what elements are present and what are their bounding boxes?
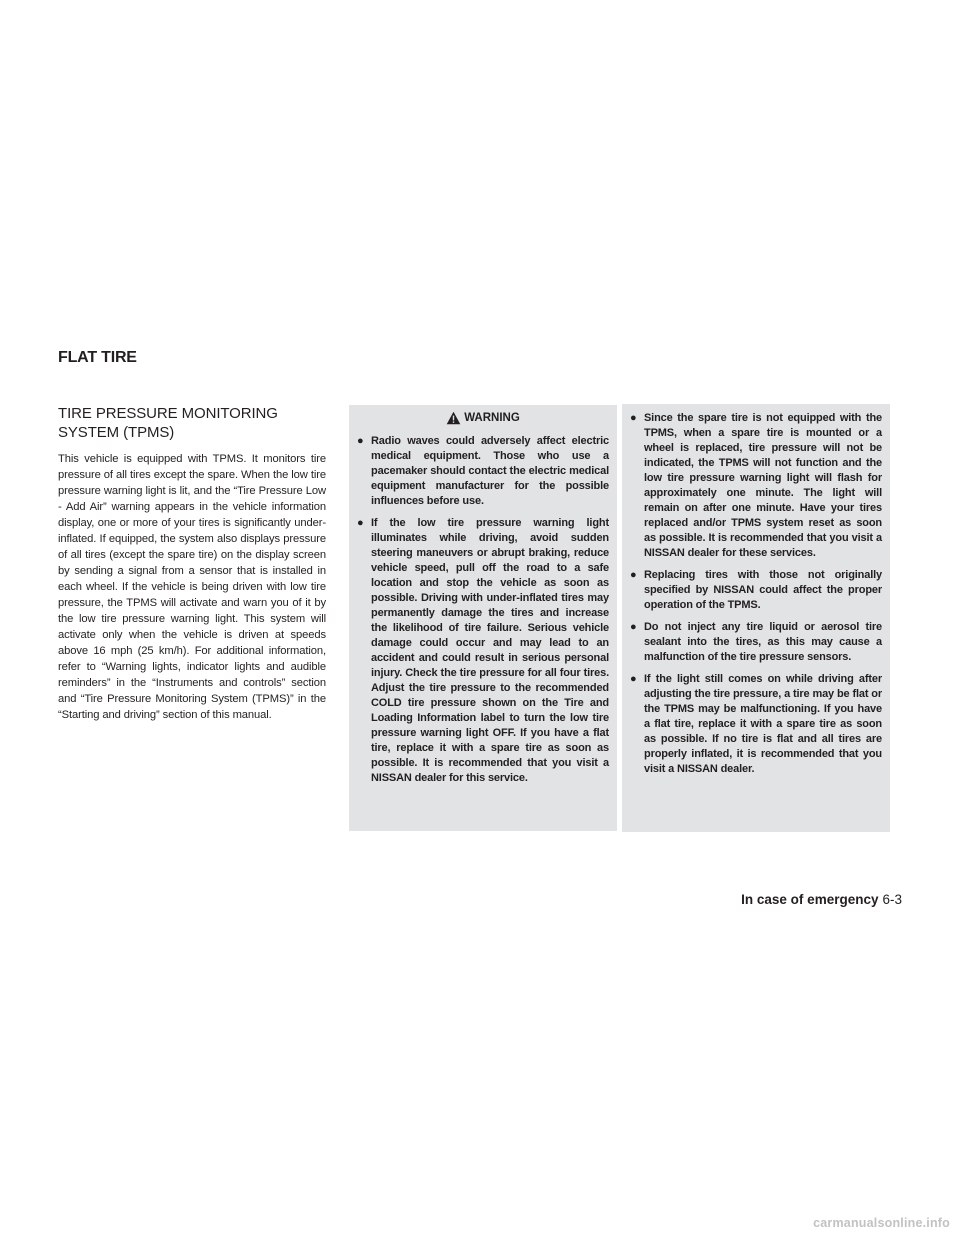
warning-item	[630, 620, 882, 665]
bullet-icon: ●	[630, 569, 637, 581]
bullet-icon: ●	[357, 517, 364, 529]
warning-item-text: If the light still comes on while driving after adjusting the tire pressure, a tire may be flat or the TPMS may be malfunctioning. If you have a flat tire, replace it with a spare tire as soon as possible. If no tire is flat and all tires are properly inflated, it is recommended that you visit a NISSAN dealer.	[644, 673, 882, 775]
warning-list	[349, 429, 617, 786]
warning-header	[349, 405, 617, 429]
footer-chapter: In case of emergency	[741, 892, 879, 907]
bullet-icon: ●	[630, 673, 637, 685]
warning-item	[630, 568, 882, 613]
warning-list-continued	[622, 411, 890, 777]
subheading-line-2: SYSTEM (TPMS)	[58, 424, 175, 441]
warning-title: WARNING	[464, 412, 520, 424]
warning-box	[349, 405, 617, 831]
warning-triangle-icon	[446, 411, 461, 425]
warning-item-text: Radio waves could adversely affect electric medical equipment. Those who use a pacemaker should contact the electric medical equipment manufacturer for the possible influences before use.	[371, 435, 609, 507]
bullet-icon: ●	[630, 621, 637, 633]
bullet-icon: ●	[357, 435, 364, 447]
warning-item-text: Since the spare tire is not equipped with the TPMS, when a spare tire is mounted or a wheel is replaced, tire pressure will not be indicated, the TPMS will not function and the low tire pressure warning light will flash for approximately one minute. The light will remain on after one minute. Have your tires replaced and/or TPMS system reset as soon as possible. It is recommended that you visit a NISSAN dealer for these services.	[644, 412, 882, 559]
page-number: 6-3	[882, 892, 902, 907]
tpms-body-text: This vehicle is equipped with TPMS. It monitors tire pressure of all tires except the spare. When the low tire pressure warning light is lit, and the “Tire Pressure Low - Add Air” warning appears in the vehicle information display, one or more of your tires is significantly under-inflated. If equipped, the system also displays pressure of all tires (except the spare tire) on the display screen by sending a signal from a sensor that is installed in each wheel. If the vehicle is being driven with low tire pressure, the TPMS will activate and warn you of it by the low tire pressure warning light. This system will activate only when the vehicle is driven at speeds above 16 mph (25 km/h). For additional information, refer to “Warning lights, indicator lights and audible reminders” in the “Instruments and controls” section and “Tire Pressure Monitoring System (TPMS)” in the “Starting and driving” section of this manual.	[58, 453, 326, 721]
warning-item	[630, 672, 882, 777]
subheading-line-1: TIRE PRESSURE MONITORING	[58, 405, 278, 422]
left-column	[58, 404, 326, 723]
warning-item-text: Replacing tires with those not originally specified by NISSAN could affect the proper operation of the TPMS.	[644, 569, 882, 611]
warning-item-text: Do not inject any tire liquid or aerosol tire sealant into the tires, as this may cause a malfunction of the tire pressure sensors.	[644, 621, 882, 663]
bullet-icon: ●	[630, 412, 637, 424]
warning-item	[630, 411, 882, 561]
subheading	[58, 404, 326, 442]
warning-item-text: If the low tire pressure warning light illuminates while driving, avoid sudden steering maneuvers or abrupt braking, reduce vehicle speed, pull off the road to a safe location and stop the vehicle as soon as possible. Driving with under-inflated tires may permanently damage the tires and increase the likelihood of tire failure. Serious vehicle damage could occur and may lead to an accident and could result in serious personal injury. Check the tire pressure for all four tires. Adjust the tire pressure to the recommended COLD tire pressure shown on the Tire and Loading Information label to turn the low tire pressure warning light OFF. If you have a flat tire, replace it with a spare tire as soon as possible. It is recommended that you visit a NISSAN dealer for this service.	[371, 517, 609, 784]
page-footer	[741, 892, 902, 907]
section-title: FLAT TIRE	[58, 349, 137, 366]
warning-column-right	[622, 404, 890, 832]
warning-box-continued	[622, 404, 890, 832]
warning-item	[357, 434, 609, 509]
watermark: carmanualsonline.info	[813, 1216, 950, 1230]
warning-column-middle	[349, 405, 617, 831]
warning-item	[357, 516, 609, 786]
